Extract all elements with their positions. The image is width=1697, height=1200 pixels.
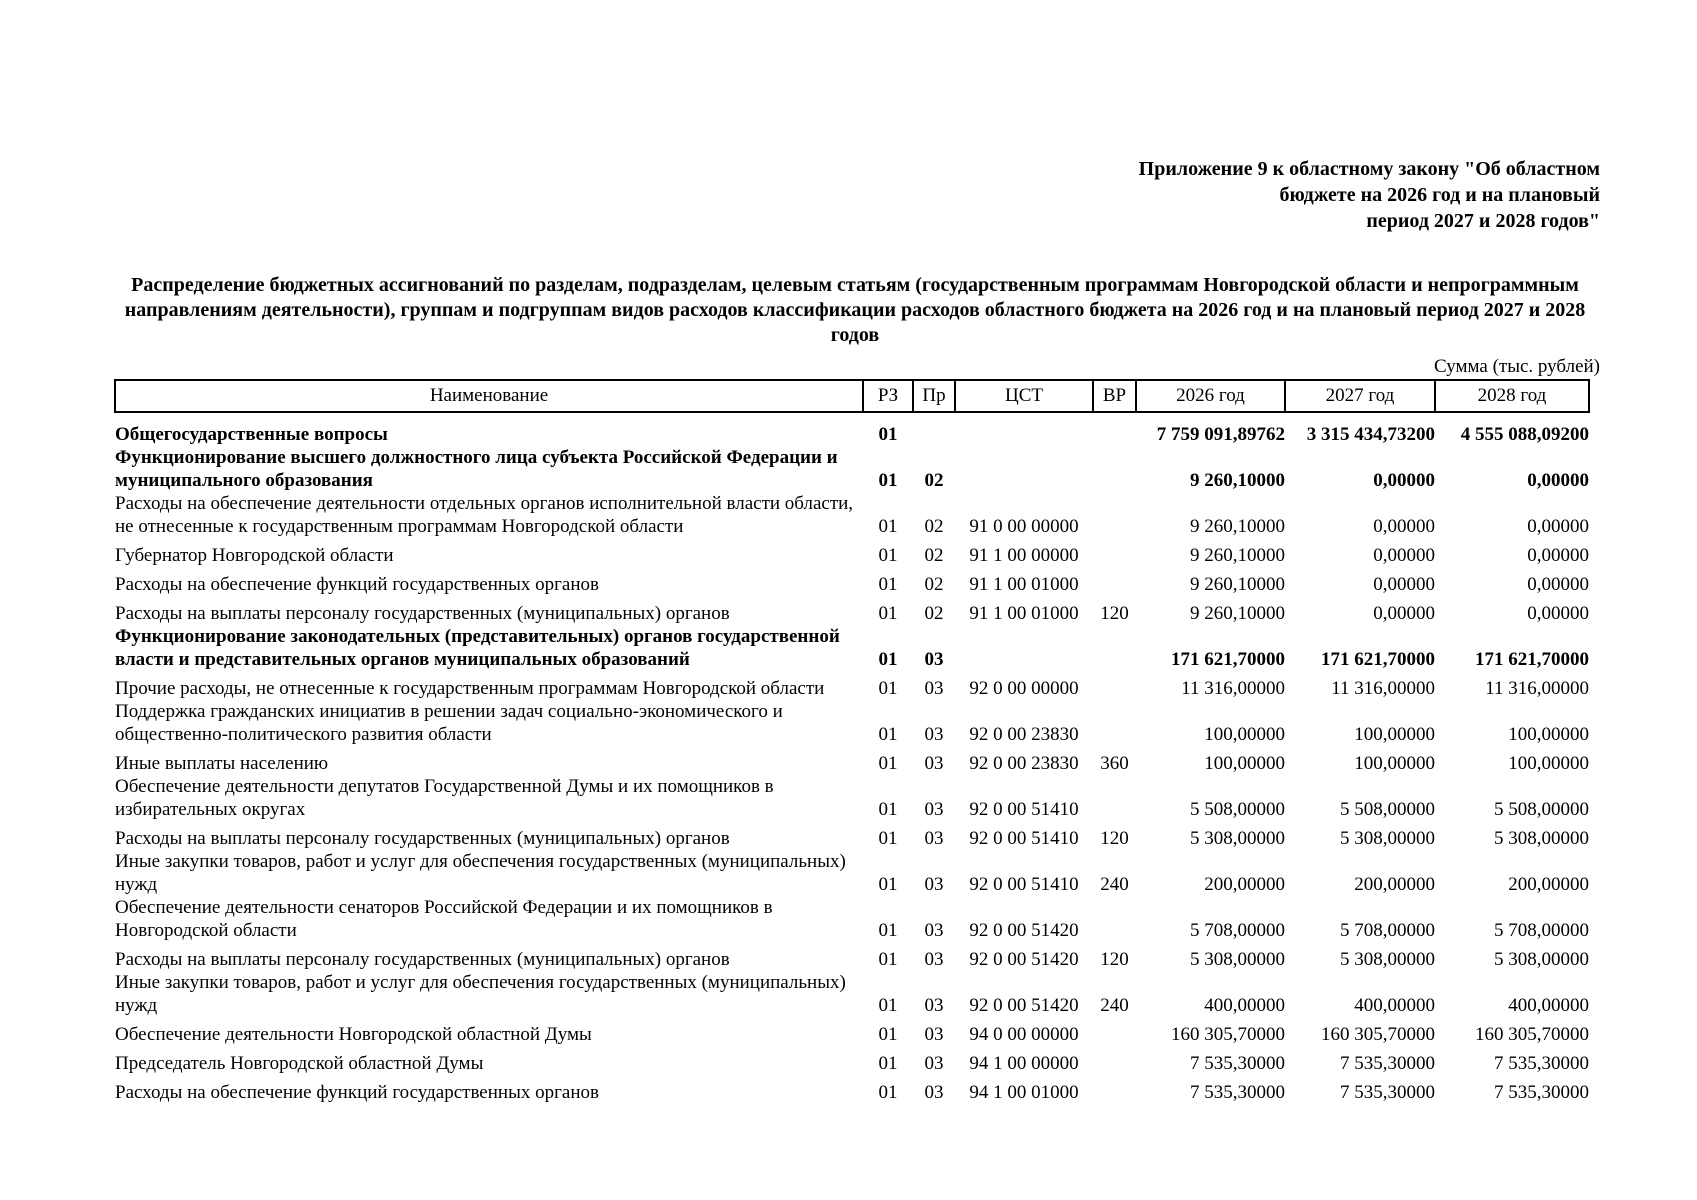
- row-rz: 01: [878, 920, 898, 941]
- row-vr: [1093, 446, 1136, 492]
- table-row: [115, 1046, 1589, 1075]
- row-pr: 03: [924, 1053, 944, 1074]
- row-vr: 120: [1100, 828, 1129, 849]
- table-row: [115, 821, 1589, 850]
- row-name: Общегосударственные вопросы: [115, 424, 388, 445]
- row-value-2026: 9 260,10000: [1190, 516, 1285, 537]
- row-name: Расходы на обеспечение деятельности отдельных органов исполнительной власти области, не отнесенные к государственным программам Новгородской области: [115, 493, 854, 537]
- row-value-2026: 11 316,00000: [1181, 678, 1285, 699]
- row-name: Иные закупки товаров, работ и услуг для обеспечения государственных (муниципальных) нужд: [115, 851, 846, 895]
- row-rz: 01: [878, 678, 898, 699]
- row-name: Прочие расходы, не отнесенные к государственным программам Новгородской области: [115, 678, 825, 699]
- table-row: [115, 567, 1589, 596]
- row-vr: 360: [1100, 753, 1129, 774]
- row-value-2028: 171 621,70000: [1475, 649, 1589, 670]
- row-rz: 01: [878, 949, 898, 970]
- row-value-2028: 5 308,00000: [1494, 949, 1589, 970]
- row-rz: 01: [878, 1053, 898, 1074]
- row-name: Иные закупки товаров, работ и услуг для обеспечения государственных (муниципальных) нужд: [115, 972, 846, 1016]
- row-value-2028: 0,00000: [1527, 516, 1589, 537]
- appendix-line-3: период 2027 и 2028 годов": [1366, 210, 1600, 232]
- row-value-2026: 200,00000: [1204, 874, 1285, 895]
- row-vr: [1093, 625, 1136, 671]
- row-cst: 91 1 00 01000: [969, 603, 1079, 624]
- row-value-2027: 0,00000: [1373, 516, 1435, 537]
- row-vr: 240: [1100, 995, 1129, 1016]
- row-value-2028: 0,00000: [1527, 603, 1589, 624]
- row-pr: 03: [924, 753, 944, 774]
- row-cst: 92 0 00 23830: [969, 724, 1079, 745]
- row-value-2027: 160 305,70000: [1321, 1024, 1435, 1045]
- row-name: Расходы на обеспечение функций государственных органов: [115, 574, 599, 595]
- row-pr: 02: [924, 470, 944, 491]
- table-row: [115, 1075, 1589, 1104]
- row-name: Функционирование законодательных (представительных) органов государственной власти и представительных органов муниципальных образований: [115, 626, 840, 670]
- row-value-2026: 100,00000: [1204, 724, 1285, 745]
- row-vr: [1093, 538, 1136, 567]
- row-value-2026: 7 535,30000: [1190, 1082, 1285, 1103]
- row-value-2027: 5 308,00000: [1340, 949, 1435, 970]
- table-row: [115, 596, 1589, 625]
- row-rz: 01: [878, 470, 898, 491]
- table-header-row: [115, 380, 1589, 412]
- row-name: Обеспечение деятельности Новгородской областной Думы: [115, 1024, 592, 1045]
- row-value-2026: 400,00000: [1204, 995, 1285, 1016]
- row-vr: [1093, 671, 1136, 700]
- row-value-2026: 100,00000: [1204, 753, 1285, 774]
- row-rz: 01: [878, 1082, 898, 1103]
- row-vr: [1093, 492, 1136, 538]
- row-rz: 01: [878, 574, 898, 595]
- row-pr: 03: [924, 649, 944, 670]
- row-value-2026: 171 621,70000: [1171, 649, 1285, 670]
- header-2028: 2028 год: [1435, 380, 1589, 412]
- row-value-2026: 5 708,00000: [1190, 920, 1285, 941]
- row-value-2027: 5 508,00000: [1340, 799, 1435, 820]
- row-cst: 94 1 00 01000: [969, 1082, 1079, 1103]
- table-row: [115, 671, 1589, 700]
- row-pr: 03: [924, 724, 944, 745]
- row-cst: [955, 625, 1093, 671]
- row-cst: 92 0 00 23830: [969, 753, 1079, 774]
- header-2026: 2026 год: [1136, 380, 1285, 412]
- row-name: Поддержка гражданских инициатив в решении задач социально-экономического и общественно-политического развития области: [115, 701, 783, 745]
- row-value-2026: 7 759 091,89762: [1156, 424, 1285, 445]
- header-pr: Пр: [913, 380, 955, 412]
- row-value-2027: 0,00000: [1373, 574, 1435, 595]
- row-rz: 01: [878, 799, 898, 820]
- header-2027: 2027 год: [1285, 380, 1435, 412]
- row-pr: 03: [924, 828, 944, 849]
- row-rz: 01: [878, 724, 898, 745]
- row-cst: 91 1 00 01000: [969, 574, 1079, 595]
- row-vr: [1093, 567, 1136, 596]
- row-vr: [1093, 896, 1136, 942]
- row-value-2026: 5 508,00000: [1190, 799, 1285, 820]
- header-cst: ЦСТ: [955, 380, 1093, 412]
- row-value-2028: 5 508,00000: [1494, 799, 1589, 820]
- row-cst: 92 0 00 51420: [969, 920, 1079, 941]
- table-row: [115, 492, 1589, 538]
- row-value-2026: 9 260,10000: [1190, 470, 1285, 491]
- row-vr: [1093, 1046, 1136, 1075]
- row-rz: 01: [878, 874, 898, 895]
- row-pr: 03: [924, 874, 944, 895]
- row-value-2026: 9 260,10000: [1190, 545, 1285, 566]
- row-value-2026: 160 305,70000: [1171, 1024, 1285, 1045]
- row-value-2027: 5 708,00000: [1340, 920, 1435, 941]
- row-cst: 92 0 00 51410: [969, 874, 1079, 895]
- row-vr: [1093, 700, 1136, 746]
- row-cst: 92 0 00 51420: [969, 995, 1079, 1016]
- header-name: Наименование: [115, 380, 863, 412]
- appendix-line-1: Приложение 9 к областному закону "Об областном: [1138, 158, 1600, 180]
- row-name: Расходы на выплаты персоналу государственных (муниципальных) органов: [115, 949, 730, 970]
- row-value-2028: 0,00000: [1527, 470, 1589, 491]
- row-value-2027: 200,00000: [1354, 874, 1435, 895]
- row-rz: 01: [878, 1024, 898, 1045]
- table-row: [115, 942, 1589, 971]
- row-name: Обеспечение деятельности депутатов Государственной Думы и их помощников в избирательных округах: [115, 776, 774, 820]
- row-vr: [1093, 1075, 1136, 1104]
- row-value-2028: 0,00000: [1527, 545, 1589, 566]
- row-pr: 03: [924, 678, 944, 699]
- row-rz: 01: [878, 545, 898, 566]
- row-value-2026: 5 308,00000: [1190, 949, 1285, 970]
- row-cst: 92 0 00 51420: [969, 949, 1079, 970]
- units-label: Сумма (тыс. рублей): [1434, 356, 1600, 377]
- row-value-2026: 9 260,10000: [1190, 574, 1285, 595]
- row-vr: [1093, 775, 1136, 821]
- row-cst: 91 1 00 00000: [969, 545, 1079, 566]
- row-cst: 92 0 00 00000: [969, 678, 1079, 699]
- row-value-2026: 9 260,10000: [1190, 603, 1285, 624]
- budget-table: [114, 379, 1590, 1104]
- row-value-2028: 100,00000: [1508, 724, 1589, 745]
- table-row: [115, 700, 1589, 746]
- row-value-2027: 400,00000: [1354, 995, 1435, 1016]
- row-value-2026: 7 535,30000: [1190, 1053, 1285, 1074]
- row-pr: 03: [924, 920, 944, 941]
- row-pr: 02: [924, 603, 944, 624]
- table-body: [115, 412, 1589, 1104]
- table-row: [115, 538, 1589, 567]
- row-rz: 01: [878, 828, 898, 849]
- table-row: [115, 625, 1589, 671]
- row-value-2028: 5 708,00000: [1494, 920, 1589, 941]
- table-row: [115, 896, 1589, 942]
- row-value-2028: 200,00000: [1508, 874, 1589, 895]
- row-cst: 94 1 00 00000: [969, 1053, 1079, 1074]
- row-pr: 02: [924, 574, 944, 595]
- header-vr: ВР: [1093, 380, 1136, 412]
- row-pr: 03: [924, 1082, 944, 1103]
- appendix-note: [1000, 156, 1600, 234]
- row-pr: 02: [924, 516, 944, 537]
- row-vr: 120: [1100, 603, 1129, 624]
- row-value-2027: 100,00000: [1354, 724, 1435, 745]
- row-value-2027: 7 535,30000: [1340, 1053, 1435, 1074]
- row-pr: 03: [924, 995, 944, 1016]
- table-row: [115, 850, 1589, 896]
- row-value-2027: 3 315 434,73200: [1306, 424, 1435, 445]
- row-pr: 03: [924, 799, 944, 820]
- row-pr: 03: [924, 949, 944, 970]
- row-cst: 92 0 00 51410: [969, 799, 1079, 820]
- row-rz: 01: [878, 516, 898, 537]
- row-value-2028: 160 305,70000: [1475, 1024, 1589, 1045]
- row-value-2027: 5 308,00000: [1340, 828, 1435, 849]
- row-cst: 92 0 00 51410: [969, 828, 1079, 849]
- row-value-2028: 7 535,30000: [1494, 1082, 1589, 1103]
- row-value-2027: 0,00000: [1373, 545, 1435, 566]
- table-row: [115, 1017, 1589, 1046]
- row-vr: [1093, 1017, 1136, 1046]
- table-row: [115, 446, 1589, 492]
- row-value-2028: 4 555 088,09200: [1460, 424, 1589, 445]
- row-name: Губернатор Новгородской области: [115, 545, 394, 566]
- row-name: Расходы на выплаты персоналу государственных (муниципальных) органов: [115, 828, 730, 849]
- row-cst: [955, 446, 1093, 492]
- header-rz: РЗ: [863, 380, 913, 412]
- row-value-2028: 0,00000: [1527, 574, 1589, 595]
- row-name: Иные выплаты населению: [115, 753, 329, 774]
- row-name: Обеспечение деятельности сенаторов Российской Федерации и их помощников в Новгородской области: [115, 897, 773, 941]
- row-cst: 91 0 00 00000: [969, 516, 1079, 537]
- row-value-2028: 5 308,00000: [1494, 828, 1589, 849]
- row-rz: 01: [878, 995, 898, 1016]
- row-rz: 01: [878, 649, 898, 670]
- row-value-2027: 7 535,30000: [1340, 1082, 1435, 1103]
- row-name: Функционирование высшего должностного лица субъекта Российской Федерации и муниципального образования: [115, 447, 838, 491]
- row-vr: 120: [1100, 949, 1129, 970]
- row-value-2027: 11 316,00000: [1331, 678, 1435, 699]
- row-value-2027: 0,00000: [1373, 470, 1435, 491]
- row-value-2026: 5 308,00000: [1190, 828, 1285, 849]
- row-vr: 240: [1100, 874, 1129, 895]
- row-vr: [1093, 412, 1136, 446]
- row-rz: 01: [878, 603, 898, 624]
- row-value-2027: 100,00000: [1354, 753, 1435, 774]
- row-name: Председатель Новгородской областной Думы: [115, 1053, 484, 1074]
- table-row: [115, 746, 1589, 775]
- row-cst: 94 0 00 00000: [969, 1024, 1079, 1045]
- appendix-line-2: бюджете на 2026 год и на плановый: [1279, 184, 1600, 206]
- table-row: [115, 412, 1589, 446]
- row-value-2028: 400,00000: [1508, 995, 1589, 1016]
- table-row: [115, 775, 1589, 821]
- row-pr: 03: [924, 1024, 944, 1045]
- row-name: Расходы на выплаты персоналу государственных (муниципальных) органов: [115, 603, 730, 624]
- row-value-2028: 100,00000: [1508, 753, 1589, 774]
- row-pr: 02: [924, 545, 944, 566]
- row-name: Расходы на обеспечение функций государственных органов: [115, 1082, 599, 1103]
- row-value-2028: 11 316,00000: [1485, 678, 1589, 699]
- row-pr: [913, 412, 955, 446]
- row-value-2028: 7 535,30000: [1494, 1053, 1589, 1074]
- row-cst: [955, 412, 1093, 446]
- row-value-2027: 0,00000: [1373, 603, 1435, 624]
- row-rz: 01: [878, 753, 898, 774]
- table-row: [115, 971, 1589, 1017]
- document-title: Распределение бюджетных ассигнований по разделам, подразделам, целевым статьям (государственным программам Новгородской области и непрограммным направлениям деятельности), группам и подгруппам видов расходов классификации расходов областного бюджета на 2026 год и на плановый период 2027 и 2028 годов: [124, 274, 1586, 346]
- row-value-2027: 171 621,70000: [1321, 649, 1435, 670]
- row-rz: 01: [878, 424, 898, 445]
